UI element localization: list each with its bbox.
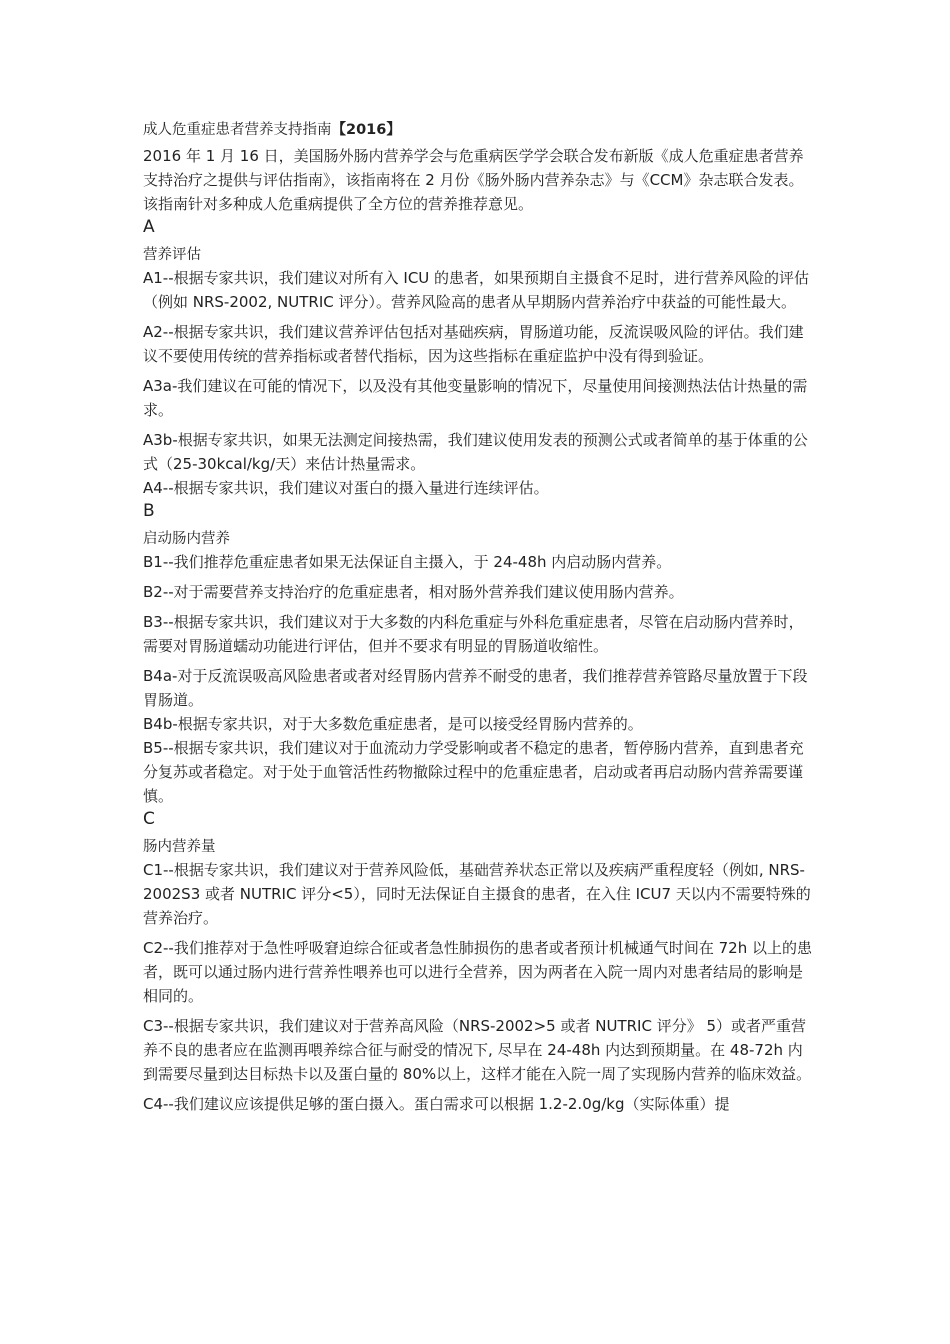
- guideline-item: B5--根据专家共识，我们建议对于血流动力学受影响或者不稳定的患者，暂停肠内营养，直到患者充分复苏或者稳定。对于处于血管活性药物撤除过程中的危重症患者，启动或者再启动肠内营养需要谨慎。: [143, 739, 804, 805]
- section-letter: C: [143, 809, 155, 829]
- guideline-item: A3b-根据专家共识，如果无法测定间接热需，我们建议使用发表的预测公式或者简单的基于体重的公式（25-30kcal/kg/天）来估计热量需求。: [143, 431, 808, 473]
- section-title: 启动肠内营养: [143, 531, 230, 547]
- guideline-item: C4--我们建议应该提供足够的蛋白摄入。蛋白需求可以根据 1.2-2.0g/kg（实际体重）提: [143, 1095, 730, 1113]
- guideline-item: A4--根据专家共识，我们建议对蛋白的摄入量进行连续评估。: [143, 479, 549, 497]
- guideline-item: B1--我们推荐危重症患者如果无法保证自主摄入，于 24-48h 内启动肠内营养。: [143, 553, 672, 571]
- guideline-item: A1--根据专家共识，我们建议对所有入 ICU 的患者，如果预期自主摄食不足时，进行营养风险的评估（例如 NRS-2002, NUTRIC 评分）。营养风险高的患者从早期肠内营养治疗中获益的可能性最大。: [143, 269, 810, 311]
- guideline-item: B3--根据专家共识，我们建议对于大多数的内科危重症与外科危重症患者，尽管在启动肠内营养时，需要对胃肠道蠕动功能进行评估，但并不要求有明显的胃肠道收缩性。: [143, 613, 804, 655]
- intro-paragraph: 2016 年 1 月 16 日，美国肠外肠内营养学会与危重病医学学会联合发布新版《成人危重症患者营养支持治疗之提供与评估指南》，该指南将在 2 月份《肠外肠内营养杂志》与《CCM》杂志联合发表。该指南针对多种成人危重病提供了全方位的营养推荐意见。: [143, 147, 804, 213]
- guideline-item: A3a-我们建议在可能的情况下，以及没有其他变量影响的情况下，尽量使用间接测热法估计热量的需求。: [143, 377, 808, 419]
- guideline-item: C1--根据专家共识，我们建议对于营养风险低，基础营养状态正常以及疾病严重程度轻（例如, NRS-2002S3 或者 NUTRIC 评分<5），同时无法保证自主摄食的患者，在入住 ICU7 天以内不需要特殊的营养治疗。: [143, 861, 811, 927]
- guideline-item: C3--根据专家共识，我们建议对于营养高风险（NRS-2002>5 或者 NUTRIC 评分》 5）或者严重营养不良的患者应在监测再喂养综合征与耐受的情况下, 尽早在 24-48h 内达到预期量。在 48-72h 内到需要尽量到达目标热卡以及蛋白量的 80%以上，这样才能在入院一周了实现肠内营养的临床效益。: [143, 1017, 812, 1083]
- section-title: 营养评估: [143, 247, 201, 263]
- guideline-item: B2--对于需要营养支持治疗的危重症患者，相对肠外营养我们建议使用肠内营养。: [143, 583, 684, 601]
- title-text: 成人危重症患者营养支持指南: [143, 122, 332, 138]
- guideline-item: C2--我们推荐对于急性呼吸窘迫综合征或者急性肺损伤的患者或者预计机械通气时间在 72h 以上的患者，既可以通过肠内进行营养性喂养也可以进行全营养，因为两者在入院一周内对患者结局的影响是相同的。: [143, 939, 812, 1005]
- guideline-item: B4b-根据专家共识，对于大多数危重症患者，是可以接受经胃肠内营养的。: [143, 715, 643, 733]
- guideline-item: B4a-对于反流误吸高风险患者或者对经胃肠内营养不耐受的患者，我们推荐营养管路尽量放置于下段胃肠道。: [143, 667, 808, 709]
- guideline-item: A2--根据专家共识，我们建议营养评估包括对基础疾病，胃肠道功能，反流误吸风险的评估。我们建议不要使用传统的营养指标或者替代指标，因为这些指标在重症监护中没有得到验证。: [143, 323, 804, 365]
- section-letter: A: [143, 217, 155, 237]
- document-body: [143, 118, 813, 1122]
- section-title: 肠内营养量: [143, 839, 216, 855]
- section-letter: B: [143, 501, 155, 521]
- title-year: 【2016】: [331, 122, 401, 138]
- document-title: [143, 118, 813, 142]
